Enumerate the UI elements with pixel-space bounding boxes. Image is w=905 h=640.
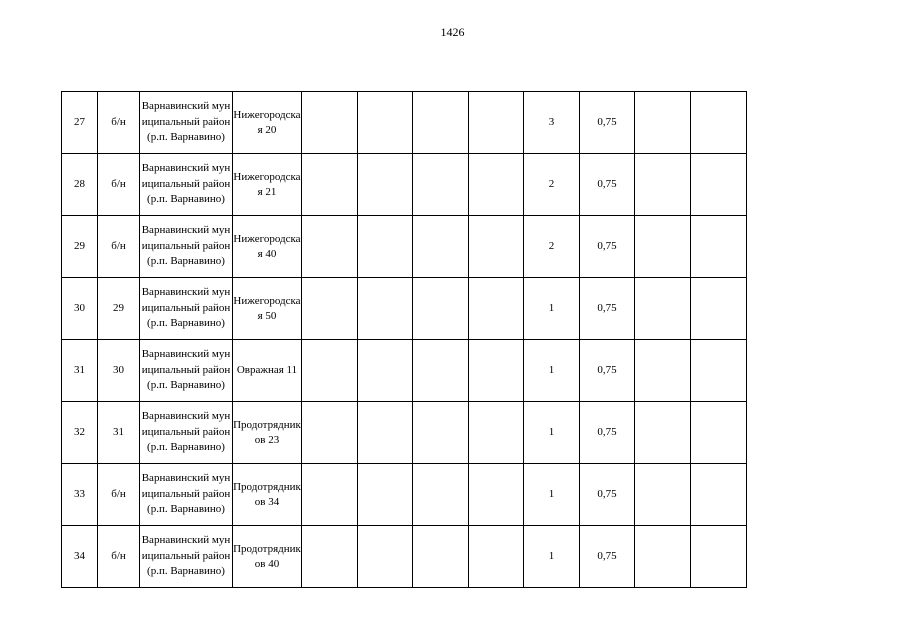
cell-value: 0,75	[580, 278, 635, 340]
cell-value: 0,75	[580, 340, 635, 402]
cell-count: 1	[524, 340, 580, 402]
cell-empty	[691, 154, 747, 216]
cell-row-number: 30	[62, 278, 98, 340]
cell-code: б/н	[98, 92, 140, 154]
cell-empty	[691, 464, 747, 526]
cell-address: Нижегородская 50	[233, 278, 302, 340]
cell-count: 1	[524, 464, 580, 526]
table-row	[62, 340, 747, 402]
cell-empty	[635, 464, 691, 526]
cell-empty	[635, 154, 691, 216]
cell-empty	[469, 402, 524, 464]
cell-empty	[358, 526, 413, 588]
cell-empty	[358, 216, 413, 278]
cell-empty	[469, 216, 524, 278]
cell-empty	[358, 340, 413, 402]
cell-address: Продотрядников 40	[233, 526, 302, 588]
cell-district: Варнавинский муниципальный район (р.п. Варнавино)	[140, 92, 233, 154]
cell-empty	[469, 340, 524, 402]
cell-code: б/н	[98, 216, 140, 278]
cell-code: 31	[98, 402, 140, 464]
cell-empty	[302, 526, 358, 588]
cell-empty	[635, 216, 691, 278]
cell-district: Варнавинский муниципальный район (р.п. Варнавино)	[140, 402, 233, 464]
table-body	[62, 92, 747, 588]
data-table	[61, 91, 747, 588]
cell-empty	[635, 526, 691, 588]
cell-count: 2	[524, 154, 580, 216]
cell-count: 3	[524, 92, 580, 154]
cell-empty	[413, 402, 469, 464]
cell-row-number: 31	[62, 340, 98, 402]
cell-address: Овражная 11	[233, 340, 302, 402]
cell-empty	[413, 340, 469, 402]
cell-count: 1	[524, 278, 580, 340]
cell-district: Варнавинский муниципальный район (р.п. Варнавино)	[140, 340, 233, 402]
cell-empty	[469, 526, 524, 588]
cell-empty	[691, 340, 747, 402]
cell-empty	[413, 526, 469, 588]
cell-district: Варнавинский муниципальный район (р.п. Варнавино)	[140, 526, 233, 588]
cell-empty	[413, 216, 469, 278]
cell-empty	[691, 278, 747, 340]
cell-empty	[413, 154, 469, 216]
cell-code: 29	[98, 278, 140, 340]
cell-district: Варнавинский муниципальный район (р.п. Варнавино)	[140, 464, 233, 526]
cell-empty	[691, 92, 747, 154]
table-row	[62, 526, 747, 588]
cell-value: 0,75	[580, 216, 635, 278]
cell-code: б/н	[98, 154, 140, 216]
cell-address: Нижегородская 20	[233, 92, 302, 154]
cell-empty	[413, 464, 469, 526]
cell-empty	[358, 402, 413, 464]
cell-row-number: 32	[62, 402, 98, 464]
cell-address: Нижегородская 40	[233, 216, 302, 278]
cell-value: 0,75	[580, 464, 635, 526]
cell-value: 0,75	[580, 154, 635, 216]
cell-row-number: 27	[62, 92, 98, 154]
cell-row-number: 34	[62, 526, 98, 588]
cell-row-number: 28	[62, 154, 98, 216]
cell-district: Варнавинский муниципальный район (р.п. Варнавино)	[140, 216, 233, 278]
table-row	[62, 278, 747, 340]
cell-count: 2	[524, 216, 580, 278]
cell-count: 1	[524, 526, 580, 588]
table-row	[62, 216, 747, 278]
cell-code: б/н	[98, 526, 140, 588]
cell-empty	[302, 402, 358, 464]
cell-empty	[302, 340, 358, 402]
cell-empty	[691, 526, 747, 588]
cell-empty	[469, 464, 524, 526]
cell-empty	[358, 92, 413, 154]
cell-empty	[302, 216, 358, 278]
cell-empty	[358, 464, 413, 526]
cell-empty	[302, 464, 358, 526]
cell-empty	[302, 154, 358, 216]
cell-row-number: 33	[62, 464, 98, 526]
cell-empty	[302, 92, 358, 154]
cell-address: Нижегородская 21	[233, 154, 302, 216]
cell-empty	[691, 216, 747, 278]
cell-empty	[469, 154, 524, 216]
cell-count: 1	[524, 402, 580, 464]
cell-empty	[413, 92, 469, 154]
cell-address: Продотрядников 34	[233, 464, 302, 526]
cell-empty	[635, 402, 691, 464]
cell-empty	[635, 92, 691, 154]
cell-value: 0,75	[580, 402, 635, 464]
table-row	[62, 92, 747, 154]
cell-district: Варнавинский муниципальный район (р.п. Варнавино)	[140, 154, 233, 216]
cell-empty	[358, 154, 413, 216]
cell-empty	[413, 278, 469, 340]
cell-value: 0,75	[580, 92, 635, 154]
cell-empty	[691, 402, 747, 464]
table-row	[62, 402, 747, 464]
page-number: 1426	[440, 25, 465, 39]
cell-empty	[358, 278, 413, 340]
cell-empty	[302, 278, 358, 340]
cell-empty	[469, 278, 524, 340]
cell-address: Продотрядников 23	[233, 402, 302, 464]
table-row	[62, 154, 747, 216]
cell-value: 0,75	[580, 526, 635, 588]
cell-empty	[635, 278, 691, 340]
table-row	[62, 464, 747, 526]
cell-district: Варнавинский муниципальный район (р.п. Варнавино)	[140, 278, 233, 340]
cell-code: б/н	[98, 464, 140, 526]
cell-empty	[469, 92, 524, 154]
cell-empty	[635, 340, 691, 402]
cell-code: 30	[98, 340, 140, 402]
cell-row-number: 29	[62, 216, 98, 278]
